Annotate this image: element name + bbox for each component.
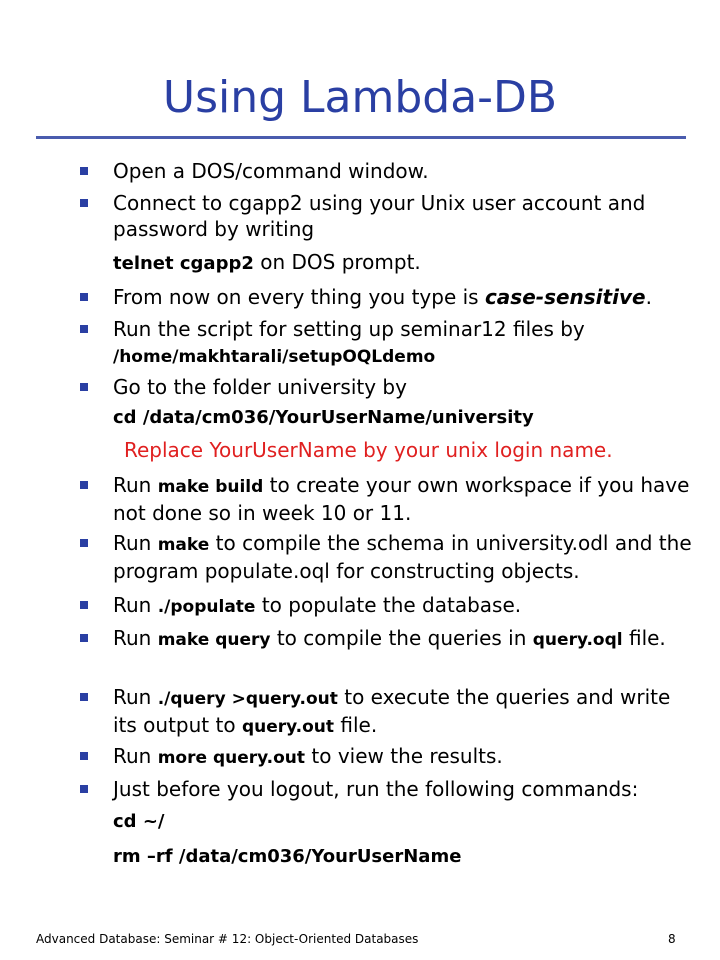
command-keyword: make build [157,477,264,497]
text-run: to compile the schema in university.odl and the program populate.oql for constructing objects. [113,531,692,583]
bullet-icon [80,199,88,207]
text-run: From now on every thing you type is [113,285,485,309]
text-run: Run [113,744,158,768]
command-keyword: make [157,535,210,555]
logout-command-1: cd ~/ [113,811,165,832]
footer-course-title: Advanced Database: Seminar # 12: Object-Oriented Databases [36,932,419,946]
command-suffix: on DOS prompt. [253,250,421,274]
bullet-text: Connect to cgapp2 using your Unix user account and password by writing [113,191,646,241]
bullet-2-command [113,250,421,276]
bullet-icon [80,785,88,793]
command-text: telnet cgapp2 [113,253,254,274]
bullet-text [113,625,693,653]
script-path: /home/makhtarali/setupOQLdemo [113,347,436,367]
bullet-text: Just before you logout, run the following commands: [113,777,639,801]
bullet-icon [80,167,88,175]
text-run: to execute the queries and write its output to [113,685,671,737]
logout-command-2: rm –rf /data/cm036/YourUserName [113,846,462,867]
text-run: file. [622,626,666,650]
command-keyword: make query [157,630,271,650]
emphasis-text: case-sensitive [484,285,646,309]
page-number: 8 [668,932,676,946]
text-run: Run [113,593,158,617]
bullet-text [113,530,693,584]
replace-note: Replace YourUserName by your unix login name. [124,438,613,462]
title-divider [36,136,686,139]
file-name: query.out [241,717,335,737]
text-run: Run the script for setting up seminar12 files by [113,317,585,341]
command-keyword: more query.out [157,748,306,768]
text-run: to view the results. [305,744,503,768]
bullet-text: Go to the folder university by [113,375,407,399]
text-run: . [645,285,652,309]
command-keyword: ./query >query.out [157,689,338,709]
bullet-icon [80,293,88,301]
page-title: Using Lambda-DB [162,72,558,123]
text-run: to populate the database. [255,593,522,617]
bullet-text [113,472,693,526]
bullet-icon [80,752,88,760]
bullet-icon [80,539,88,547]
command-keyword: ./populate [157,597,256,617]
text-run: Run [113,626,158,650]
bullet-icon [80,601,88,609]
bullet-text [113,684,693,740]
file-name: query.oql [532,630,623,650]
bullet-icon [80,325,88,333]
text-run: to create your own workspace if you have not done so in week 10 or 11. [113,473,690,525]
bullet-text [113,743,693,771]
text-run: Run [113,685,158,709]
text-run: Run [113,473,158,497]
bullet-icon [80,481,88,489]
bullet-text: Open a DOS/command window. [113,159,429,183]
bullet-text [113,592,693,620]
text-run: file. [334,713,378,737]
bullet-icon [80,634,88,642]
text-run: Run [113,531,158,555]
bullet-icon [80,383,88,391]
bullet-5-command: cd /data/cm036/YourUserName/university [113,407,534,428]
text-run: to compile the queries in [270,626,533,650]
bullet-text [113,284,693,310]
bullet-icon [80,693,88,701]
bullet-text [113,316,693,370]
